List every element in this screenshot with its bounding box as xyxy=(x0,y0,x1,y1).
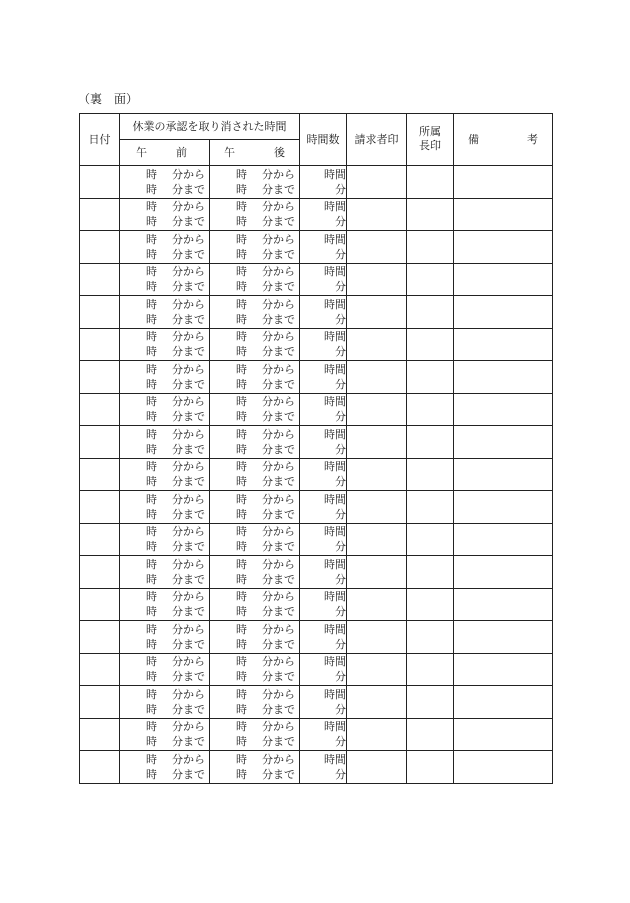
cancelled-time-header: 休業の承認を取り消された時間 xyxy=(120,114,300,140)
date-cell[interactable] xyxy=(80,361,120,394)
date-cell[interactable] xyxy=(80,328,120,361)
pm-time-cell[interactable]: 時 分から 時 分まで xyxy=(210,198,300,231)
dept-head-seal-cell[interactable] xyxy=(407,393,454,426)
remarks-cell[interactable] xyxy=(454,231,553,264)
pm-time-cell[interactable]: 時 分から 時 分まで xyxy=(210,393,300,426)
requester-seal-cell[interactable] xyxy=(347,361,407,394)
dept-head-seal-header: 所属 長印 xyxy=(407,114,454,166)
date-cell[interactable] xyxy=(80,556,120,589)
table-row xyxy=(80,328,553,361)
am-time-cell[interactable]: 時 分から 時 分まで xyxy=(120,621,210,654)
remarks-cell[interactable] xyxy=(454,751,553,784)
remarks-cell[interactable] xyxy=(454,686,553,719)
date-cell[interactable] xyxy=(80,523,120,556)
pm-time-cell[interactable]: 時 分から 時 分まで xyxy=(210,458,300,491)
hours-cell[interactable]: 時間 分 xyxy=(300,491,347,524)
requester-seal-cell[interactable] xyxy=(347,491,407,524)
date-cell[interactable] xyxy=(80,231,120,264)
am-header: 午 前 xyxy=(120,140,210,166)
requester-seal-cell[interactable] xyxy=(347,231,407,264)
requester-seal-cell[interactable] xyxy=(347,458,407,491)
hours-cell[interactable]: 時間 分 xyxy=(300,426,347,459)
table-row xyxy=(80,198,553,231)
date-cell[interactable] xyxy=(80,198,120,231)
table-row xyxy=(80,588,553,621)
date-cell[interactable] xyxy=(80,296,120,329)
table-row xyxy=(80,621,553,654)
requester-seal-cell[interactable] xyxy=(347,523,407,556)
page-side-caption: （裏 面） xyxy=(78,92,139,106)
hours-cell[interactable]: 時間 分 xyxy=(300,556,347,589)
dept-head-seal-cell[interactable] xyxy=(407,361,454,394)
am-time-cell[interactable]: 時 分から 時 分まで xyxy=(120,523,210,556)
hours-cell[interactable]: 時間 分 xyxy=(300,718,347,751)
date-cell[interactable] xyxy=(80,621,120,654)
am-time-cell[interactable]: 時 分から 時 分まで xyxy=(120,458,210,491)
date-cell[interactable] xyxy=(80,491,120,524)
requester-seal-cell[interactable] xyxy=(347,328,407,361)
remarks-cell[interactable] xyxy=(454,718,553,751)
hours-cell[interactable]: 時間 分 xyxy=(300,523,347,556)
dept-head-seal-cell[interactable] xyxy=(407,588,454,621)
date-cell[interactable] xyxy=(80,588,120,621)
remarks-cell[interactable] xyxy=(454,296,553,329)
remarks-cell[interactable] xyxy=(454,588,553,621)
pm-time-cell[interactable]: 時 分から 時 分まで xyxy=(210,361,300,394)
requester-seal-cell[interactable] xyxy=(347,588,407,621)
dept-head-seal-cell[interactable] xyxy=(407,458,454,491)
dept-head-seal-cell[interactable] xyxy=(407,523,454,556)
pm-time-cell[interactable]: 時 分から 時 分まで xyxy=(210,718,300,751)
table-row xyxy=(80,166,553,199)
date-header: 日付 xyxy=(80,114,120,166)
pm-time-cell[interactable]: 時 分から 時 分まで xyxy=(210,328,300,361)
dept-head-seal-cell[interactable] xyxy=(407,328,454,361)
dept-head-seal-cell[interactable] xyxy=(407,263,454,296)
requester-seal-cell[interactable] xyxy=(347,718,407,751)
remarks-cell[interactable] xyxy=(454,361,553,394)
dept-head-seal-cell[interactable] xyxy=(407,491,454,524)
dept-head-seal-cell[interactable] xyxy=(407,556,454,589)
hours-cell[interactable]: 時間 分 xyxy=(300,263,347,296)
date-cell[interactable] xyxy=(80,263,120,296)
table-row xyxy=(80,491,553,524)
am-time-cell[interactable]: 時 分から 時 分まで xyxy=(120,296,210,329)
remarks-cell[interactable] xyxy=(454,653,553,686)
table-row xyxy=(80,523,553,556)
am-time-cell[interactable]: 時 分から 時 分まで xyxy=(120,263,210,296)
am-time-cell[interactable]: 時 分から 時 分まで xyxy=(120,361,210,394)
table-row xyxy=(80,296,553,329)
hours-cell[interactable]: 時間 分 xyxy=(300,393,347,426)
remarks-cell[interactable] xyxy=(454,166,553,199)
dept-head-seal-cell[interactable] xyxy=(407,621,454,654)
am-time-cell[interactable]: 時 分から 時 分まで xyxy=(120,426,210,459)
remarks-cell[interactable] xyxy=(454,556,553,589)
dept-head-seal-cell[interactable] xyxy=(407,718,454,751)
hours-cell[interactable]: 時間 分 xyxy=(300,751,347,784)
am-time-cell[interactable]: 時 分から 時 分まで xyxy=(120,166,210,199)
requester-seal-header: 請求者印 xyxy=(347,114,407,166)
table-row xyxy=(80,458,553,491)
date-cell[interactable] xyxy=(80,393,120,426)
am-time-cell[interactable]: 時 分から 時 分まで xyxy=(120,751,210,784)
am-time-cell[interactable]: 時 分から 時 分まで xyxy=(120,653,210,686)
pm-time-cell[interactable]: 時 分から 時 分まで xyxy=(210,653,300,686)
date-cell[interactable] xyxy=(80,653,120,686)
date-cell[interactable] xyxy=(80,458,120,491)
requester-seal-cell[interactable] xyxy=(347,198,407,231)
remarks-cell[interactable] xyxy=(454,263,553,296)
pm-time-cell[interactable]: 時 分から 時 分まで xyxy=(210,166,300,199)
requester-seal-cell[interactable] xyxy=(347,653,407,686)
hours-cell[interactable]: 時間 分 xyxy=(300,458,347,491)
requester-seal-cell[interactable] xyxy=(347,426,407,459)
remarks-cell[interactable] xyxy=(454,523,553,556)
date-cell[interactable] xyxy=(80,718,120,751)
date-cell[interactable] xyxy=(80,426,120,459)
hours-cell[interactable]: 時間 分 xyxy=(300,686,347,719)
hours-cell[interactable]: 時間 分 xyxy=(300,198,347,231)
pm-time-cell[interactable]: 時 分から 時 分まで xyxy=(210,263,300,296)
remarks-cell[interactable] xyxy=(454,458,553,491)
hours-cell[interactable]: 時間 分 xyxy=(300,328,347,361)
am-time-cell[interactable]: 時 分から 時 分まで xyxy=(120,198,210,231)
table-row xyxy=(80,686,553,719)
pm-header: 午 後 xyxy=(210,140,300,166)
requester-seal-cell[interactable] xyxy=(347,263,407,296)
table-row xyxy=(80,653,553,686)
remarks-header: 備 考 xyxy=(454,114,553,166)
date-cell[interactable] xyxy=(80,686,120,719)
requester-seal-cell[interactable] xyxy=(347,296,407,329)
table-row xyxy=(80,751,553,784)
requester-seal-cell[interactable] xyxy=(347,621,407,654)
pm-time-cell[interactable]: 時 分から 時 分まで xyxy=(210,588,300,621)
requester-seal-cell[interactable] xyxy=(347,166,407,199)
pm-time-cell[interactable]: 時 分から 時 分まで xyxy=(210,426,300,459)
pm-time-cell[interactable]: 時 分から 時 分まで xyxy=(210,231,300,264)
requester-seal-cell[interactable] xyxy=(347,751,407,784)
pm-time-cell[interactable]: 時 分から 時 分まで xyxy=(210,556,300,589)
dept-head-seal-cell[interactable] xyxy=(407,296,454,329)
dept-head-seal-cell[interactable] xyxy=(407,231,454,264)
remarks-cell[interactable] xyxy=(454,426,553,459)
am-time-cell[interactable]: 時 分から 時 分まで xyxy=(120,718,210,751)
dept-head-seal-cell[interactable] xyxy=(407,198,454,231)
pm-time-cell[interactable]: 時 分から 時 分まで xyxy=(210,523,300,556)
hours-cell[interactable]: 時間 分 xyxy=(300,621,347,654)
am-time-cell[interactable]: 時 分から 時 分まで xyxy=(120,231,210,264)
hours-cell[interactable]: 時間 分 xyxy=(300,166,347,199)
am-time-cell[interactable]: 時 分から 時 分まで xyxy=(120,556,210,589)
remarks-cell[interactable] xyxy=(454,198,553,231)
table-row xyxy=(80,361,553,394)
am-time-cell[interactable]: 時 分から 時 分まで xyxy=(120,393,210,426)
requester-seal-cell[interactable] xyxy=(347,556,407,589)
pm-time-cell[interactable]: 時 分から 時 分まで xyxy=(210,686,300,719)
pm-time-cell[interactable]: 時 分から 時 分まで xyxy=(210,621,300,654)
table-row xyxy=(80,231,553,264)
remarks-cell[interactable] xyxy=(454,621,553,654)
dept-head-seal-cell[interactable] xyxy=(407,686,454,719)
hours-header: 時間数 xyxy=(300,114,347,166)
am-time-cell[interactable]: 時 分から 時 分まで xyxy=(120,686,210,719)
table-row xyxy=(80,426,553,459)
hours-cell[interactable]: 時間 分 xyxy=(300,231,347,264)
am-time-cell[interactable]: 時 分から 時 分まで xyxy=(120,491,210,524)
date-cell[interactable] xyxy=(80,166,120,199)
requester-seal-cell[interactable] xyxy=(347,686,407,719)
dept-head-seal-cell[interactable] xyxy=(407,653,454,686)
date-cell[interactable] xyxy=(80,751,120,784)
table-row xyxy=(80,718,553,751)
hours-cell[interactable]: 時間 分 xyxy=(300,588,347,621)
hours-cell[interactable]: 時間 分 xyxy=(300,296,347,329)
am-time-cell[interactable]: 時 分から 時 分まで xyxy=(120,588,210,621)
table-row xyxy=(80,393,553,426)
pm-time-cell[interactable]: 時 分から 時 分まで xyxy=(210,751,300,784)
requester-seal-cell[interactable] xyxy=(347,393,407,426)
hours-cell[interactable]: 時間 分 xyxy=(300,361,347,394)
hours-cell[interactable]: 時間 分 xyxy=(300,653,347,686)
pm-time-cell[interactable]: 時 分から 時 分まで xyxy=(210,296,300,329)
remarks-cell[interactable] xyxy=(454,491,553,524)
dept-head-seal-cell[interactable] xyxy=(407,426,454,459)
dept-head-seal-cell[interactable] xyxy=(407,166,454,199)
leave-cancellation-table xyxy=(79,113,553,784)
am-time-cell[interactable]: 時 分から 時 分まで xyxy=(120,328,210,361)
remarks-cell[interactable] xyxy=(454,328,553,361)
dept-head-seal-cell[interactable] xyxy=(407,751,454,784)
table-row xyxy=(80,263,553,296)
pm-time-cell[interactable]: 時 分から 時 分まで xyxy=(210,491,300,524)
remarks-cell[interactable] xyxy=(454,393,553,426)
table-row xyxy=(80,556,553,589)
